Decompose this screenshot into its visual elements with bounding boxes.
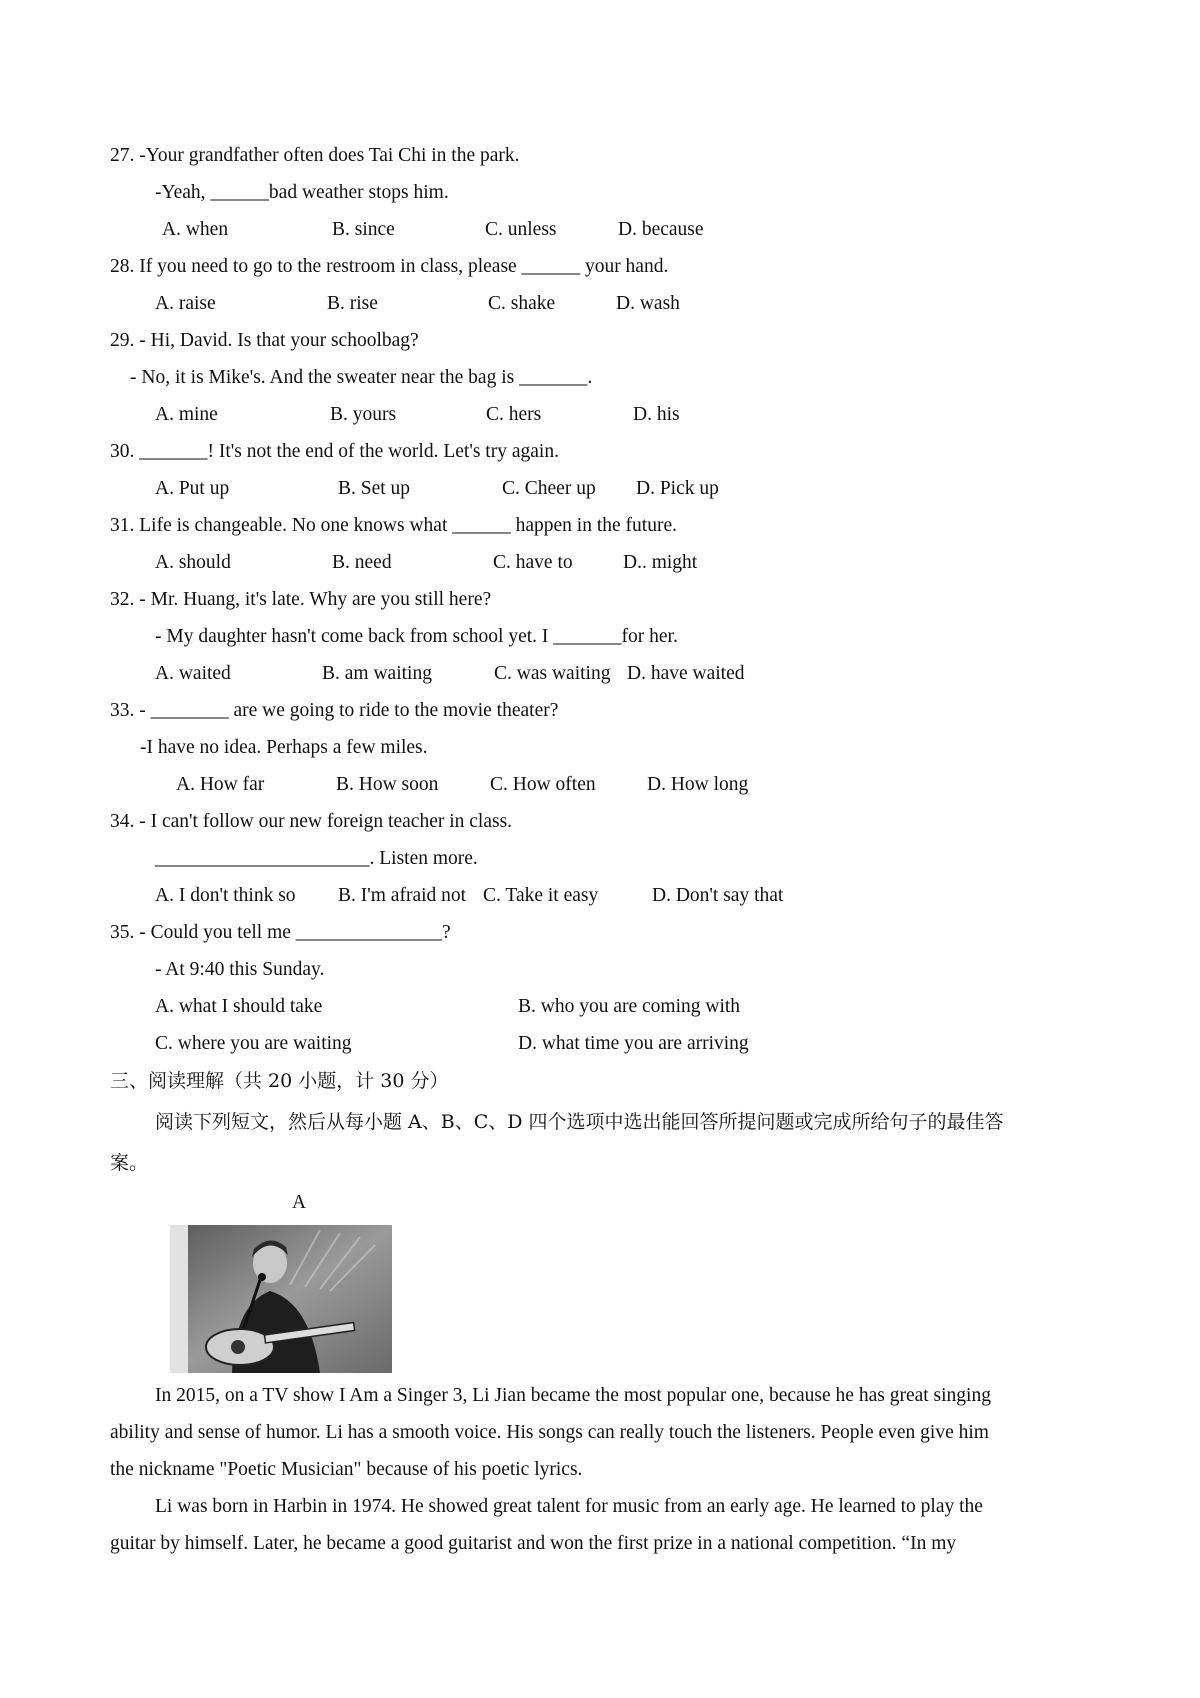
passage-paragraph-1-line-1: In 2015, on a TV show I Am a Singer 3, Li Jian became the most popular one, because he has great singing [155, 1385, 991, 1406]
option-d: D. what time you are arriving [518, 1033, 749, 1054]
question-28-stem: 28. If you need to go to the restroom in class, please ______ your hand. [110, 256, 669, 277]
option-c: C. How often [490, 774, 596, 795]
section-instruction-cont: 案。 [110, 1152, 149, 1174]
question-34-reply: ______________________. Listen more. [155, 848, 478, 869]
question-30-stem: 30. _______! It's not the end of the world. Let's try again. [110, 441, 559, 462]
question-29-stem: 29. - Hi, David. Is that your schoolbag? [110, 330, 419, 351]
option-a: A. mine [155, 404, 218, 425]
option-b: B. since [332, 219, 395, 240]
question-31-stem: 31. Life is changeable. No one knows what ______ happen in the future. [110, 515, 677, 536]
option-c: C. Cheer up [502, 478, 596, 499]
option-d: D. Pick up [636, 478, 719, 499]
option-a: A. waited [155, 663, 231, 684]
option-d: D. have waited [627, 663, 745, 684]
option-a: A. should [155, 552, 231, 573]
passage-paragraph-2-line-2: guitar by himself. Later, he became a good guitarist and won the first prize in a national competition. “In my [110, 1533, 957, 1554]
question-34-stem: 34. - I can't follow our new foreign teacher in class. [110, 811, 513, 832]
question-33-reply: -I have no idea. Perhaps a few miles. [140, 737, 428, 758]
option-a: A. I don't think so [155, 885, 296, 906]
option-d: D. Don't say that [652, 885, 784, 906]
passage-label: A [292, 1192, 307, 1213]
option-b: B. Set up [338, 478, 411, 499]
singer-photo [170, 1225, 392, 1373]
passage-paragraph-1-line-3: the nickname "Poetic Musician" because of his poetic lyrics. [110, 1459, 583, 1480]
option-b: B. who you are coming with [518, 996, 741, 1017]
question-33-stem: 33. - ________ are we going to ride to the movie theater? [110, 700, 559, 721]
option-b: B. I'm afraid not [338, 885, 467, 906]
option-d: D. How long [647, 774, 749, 795]
option-b: B. am waiting [322, 663, 432, 684]
section-instruction: 阅读下列短文，然后从每小题 A、B、C、D 四个选项中选出能回答所提问题或完成所给句子的最佳答 [155, 1111, 1004, 1133]
passage-paragraph-2-line-1: Li was born in Harbin in 1974. He showed great talent for music from an early age. He learned to play the [155, 1496, 983, 1517]
option-d: D. because [618, 219, 704, 240]
question-35-stem: 35. - Could you tell me _______________? [110, 922, 451, 943]
question-32-reply: - My daughter hasn't come back from school yet. I _______for her. [155, 626, 678, 647]
option-b: B. need [332, 552, 392, 573]
option-c: C. shake [488, 293, 556, 314]
passage-paragraph-1-line-2: ability and sense of humor. Li has a smooth voice. His songs can really touch the listeners. People even give him [110, 1422, 989, 1443]
option-d: D. his [633, 404, 680, 425]
question-35-reply: - At 9:40 this Sunday. [155, 959, 325, 980]
question-29-reply: - No, it is Mike's. And the sweater near the bag is _______. [130, 367, 593, 388]
option-b: B. yours [330, 404, 397, 425]
option-b: B. rise [327, 293, 378, 314]
option-a: A. Put up [155, 478, 230, 499]
option-a: A. what I should take [155, 996, 323, 1017]
option-c: C. unless [485, 219, 557, 240]
option-c: C. where you are waiting [155, 1033, 352, 1054]
option-a: A. when [162, 219, 229, 240]
option-c: C. Take it easy [483, 885, 599, 906]
option-d: D.. might [623, 552, 698, 573]
option-c: C. hers [486, 404, 542, 425]
question-27-stem: 27. -Your grandfather often does Tai Chi in the park. [110, 145, 520, 166]
section-heading: 三、阅读理解（共 20 小题，计 30 分） [110, 1070, 449, 1092]
option-b: B. How soon [336, 774, 439, 795]
question-27-reply: -Yeah, ______bad weather stops him. [155, 182, 449, 203]
option-a: A. How far [176, 774, 265, 795]
option-a: A. raise [155, 293, 216, 314]
option-c: C. was waiting [494, 663, 611, 684]
question-32-stem: 32. - Mr. Huang, it's late. Why are you still here? [110, 589, 492, 610]
option-d: D. wash [616, 293, 680, 314]
option-c: C. have to [493, 552, 573, 573]
